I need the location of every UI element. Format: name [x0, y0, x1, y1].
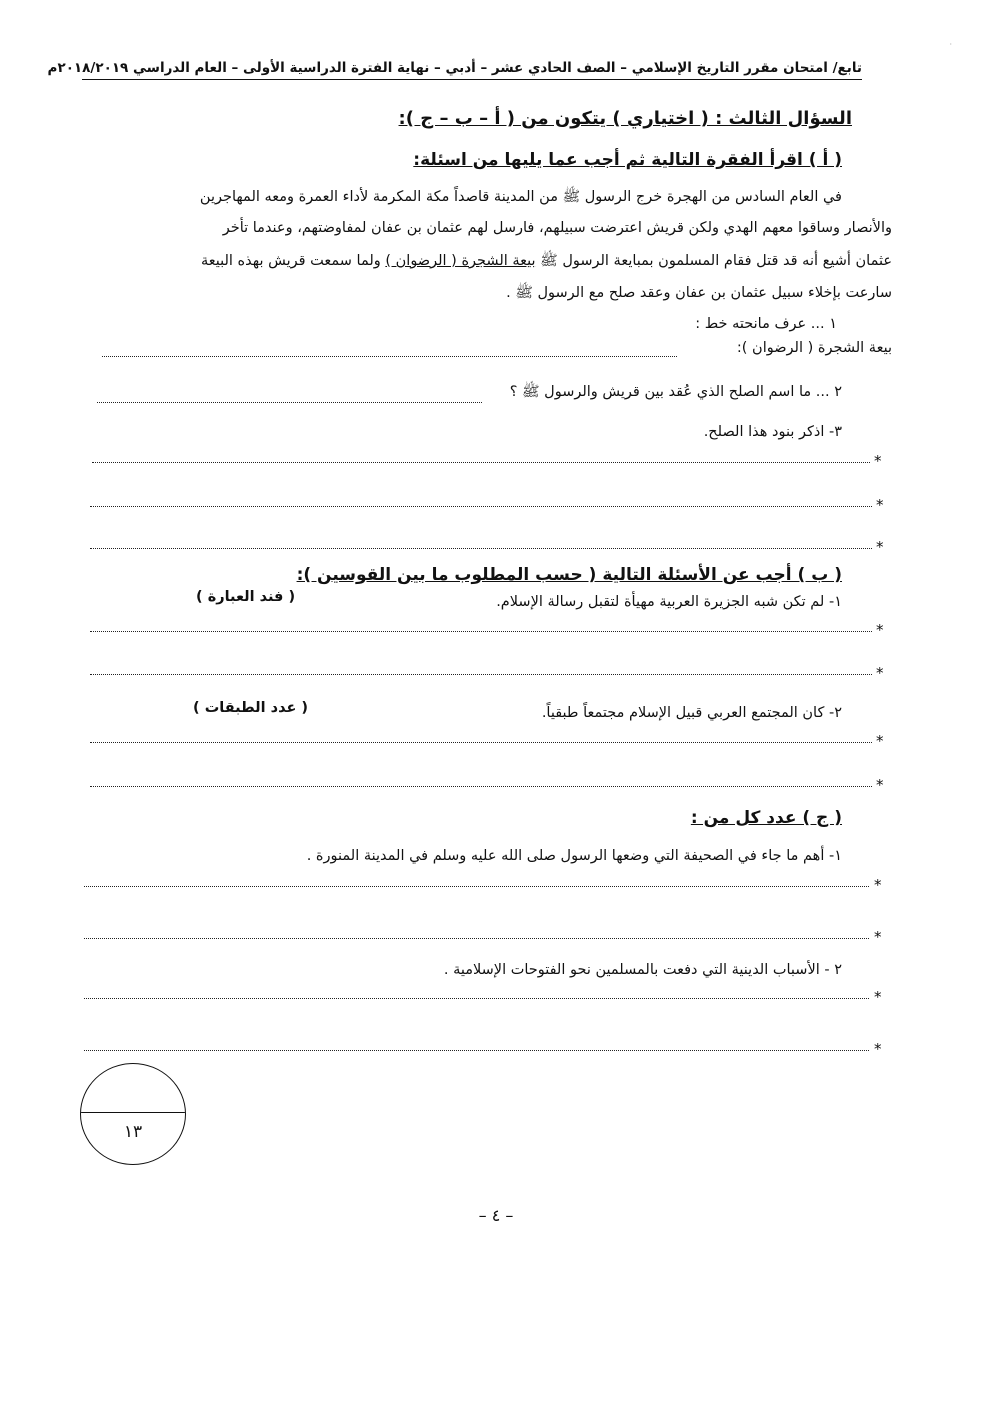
bullet-star: * — [876, 732, 884, 750]
question-c1: ١- أهم ما جاء في الصحيفة التي وضعها الرسول صلى الله عليه وسلم في المدينة المنورة . — [306, 848, 842, 864]
question-b1: ١- لم تكن شبه الجزيرة العربية مهيأة لتقبل رسالة الإسلام. — [496, 594, 842, 610]
bullet-star: * — [874, 452, 882, 470]
answer-line[interactable] — [90, 631, 872, 632]
answer-line[interactable] — [90, 548, 872, 549]
page-number: – ٤ – — [478, 1206, 514, 1225]
bullet-star: * — [874, 1040, 882, 1058]
underlined-term: بيعة الشجرة ( الرضوان ) — [385, 253, 536, 269]
total-marks: ١٣ — [123, 1122, 143, 1142]
question-b1-requirement: ( فند العبارة ) — [196, 589, 296, 605]
answer-line[interactable] — [90, 742, 872, 743]
paragraph-line-3 — [201, 252, 892, 273]
paragraph-line-3-start: عثمان أشيع أنه قد قتل فقام المسلمون بمبايعة الرسول ﷺ — [535, 253, 892, 269]
section-c-title: ( ج ) عدد كل من : — [690, 808, 842, 828]
answer-line[interactable] — [84, 938, 869, 939]
question-b2-requirement: ( عدد الطبقات ) — [193, 700, 309, 716]
paragraph-line-1: في العام السادس من الهجرة خرج الرسول ﷺ من المدينة قاصداً مكة المكرمة لأداء العمرة ومعه المهاجرين — [199, 189, 842, 205]
answer-line[interactable] — [84, 998, 869, 999]
question-b2: ٢- كان المجتمع العربي قبيل الإسلام مجتمعاً طبقياً. — [541, 705, 842, 721]
question3-title: السؤال الثالث : ( اختياري ) يتكون من ( أ – ب – ج ): — [398, 108, 852, 129]
score-divider — [81, 1112, 185, 1113]
bullet-star: * — [876, 538, 884, 556]
answer-line[interactable] — [90, 786, 872, 787]
answer-line[interactable] — [84, 886, 869, 887]
answer-line[interactable] — [84, 1050, 869, 1051]
question-a3: ٣- اذكر بنود هذا الصلح. — [703, 424, 842, 440]
paragraph-line-2: والأنصار وساقوا معهم الهدي ولكن قريش اعترضت سبيلهم، فارسل لهم عثمان بن عفان لمفاوضتهم، وعندما تأخر — [222, 220, 892, 236]
question-a1-term: بيعة الشجرة ( الرضوان ): — [736, 340, 892, 356]
paragraph-line-3-end: ولما سمعت قريش بهذه البيعة — [200, 253, 386, 269]
answer-line[interactable] — [90, 506, 872, 507]
section-b-title: ( ب ) أجب عن الأسئلة التالية ( حسب المطلوب ما بين القوسين ): — [296, 565, 842, 585]
paragraph-line-4: سارعت بإخلاء سبيل عثمان بن عفان وعقد صلح مع الرسول ﷺ . — [506, 285, 892, 301]
section-a-title: ( أ ) اقرأ الفقرة التالية ثم أجب عما يليها من اسئلة: — [413, 150, 842, 170]
score-circle — [80, 1063, 186, 1165]
answer-line[interactable] — [97, 402, 482, 403]
bullet-star: * — [874, 876, 882, 894]
question-a2: ٢ ... ما اسم الصلح الذي عُقد بين قريش والرسول ﷺ ؟ — [509, 384, 842, 400]
answer-line[interactable] — [102, 356, 677, 357]
question-c2: ٢ - الأسباب الدينية التي دفعت بالمسلمين نحو الفتوحات الإسلامية . — [443, 962, 842, 978]
bullet-star: * — [876, 496, 884, 514]
answer-line[interactable] — [90, 674, 872, 675]
answer-line[interactable] — [92, 462, 870, 463]
exam-header: تابع/ امتحان مقرر التاريخ الإسلامي – الصف الحادي عشر – أدبي – نهاية الفترة الدراسية الأولى – العام الدراسي ٢٠١٨/٢٠١٩م — [82, 60, 862, 80]
bullet-star: * — [876, 776, 884, 794]
bullet-star: * — [874, 928, 882, 946]
scan-mark: · — [949, 40, 952, 49]
bullet-star: * — [874, 988, 882, 1006]
bullet-star: * — [876, 621, 884, 639]
bullet-star: * — [876, 664, 884, 682]
question-a1: ١ ... عرف مانحته خط : — [695, 316, 837, 332]
